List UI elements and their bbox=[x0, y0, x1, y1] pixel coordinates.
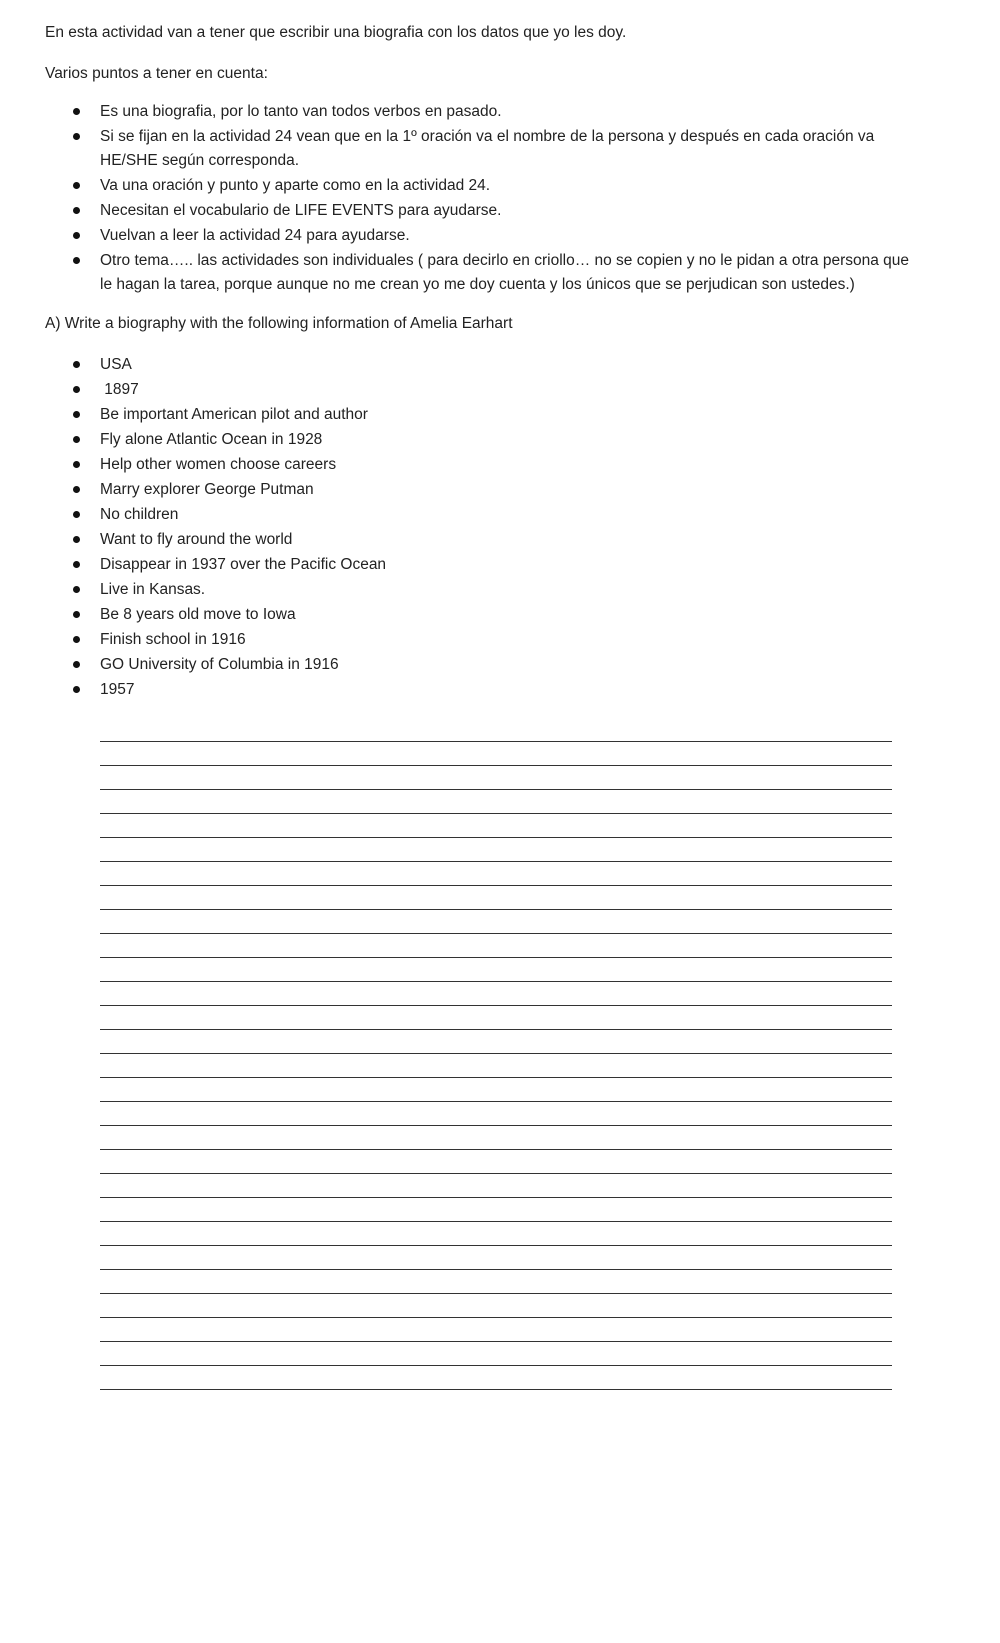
answer-line[interactable] bbox=[100, 814, 892, 838]
bullet-icon bbox=[73, 561, 80, 568]
instructions-list bbox=[0, 100, 1000, 298]
answer-line[interactable] bbox=[100, 982, 892, 1006]
fact-item: Be 8 years old move to Iowa bbox=[0, 603, 1000, 627]
answer-line[interactable] bbox=[100, 1150, 892, 1174]
answer-line[interactable] bbox=[100, 1342, 892, 1366]
instruction-item: Va una oración y punto y aparte como en la actividad 24. bbox=[0, 174, 1000, 198]
bullet-icon bbox=[73, 182, 80, 189]
instruction-item: Necesitan el vocabulario de LIFE EVENTS para ayudarse. bbox=[0, 199, 1000, 223]
fact-item: Disappear in 1937 over the Pacific Ocean bbox=[0, 553, 1000, 577]
bullet-icon bbox=[73, 108, 80, 115]
bullet-icon bbox=[73, 611, 80, 618]
bullet-icon bbox=[73, 536, 80, 543]
answer-line[interactable] bbox=[100, 718, 892, 742]
bullet-icon bbox=[73, 511, 80, 518]
fact-item: Marry explorer George Putman bbox=[0, 478, 1000, 502]
bullet-icon bbox=[73, 411, 80, 418]
fact-item: GO University of Columbia in 1916 bbox=[0, 653, 1000, 677]
bullet-icon bbox=[73, 207, 80, 214]
bullet-icon bbox=[73, 686, 80, 693]
instruction-item: Otro tema….. las actividades son individuales ( para decirlo en criollo… no se copien y no le pidan a otra persona que le hagan la tarea, porque aunque no me crean yo me doy cuenta y los únicos que se perjudican son ustedes.) bbox=[0, 249, 1000, 297]
bullet-icon bbox=[73, 232, 80, 239]
bullet-icon bbox=[73, 436, 80, 443]
bullet-icon bbox=[73, 661, 80, 668]
bullet-icon bbox=[73, 486, 80, 493]
fact-item: Finish school in 1916 bbox=[0, 628, 1000, 652]
answer-line[interactable] bbox=[100, 934, 892, 958]
fact-item: Help other women choose careers bbox=[0, 453, 1000, 477]
answer-line[interactable] bbox=[100, 1006, 892, 1030]
bullet-icon bbox=[73, 636, 80, 643]
answer-line[interactable] bbox=[100, 1030, 892, 1054]
answer-line[interactable] bbox=[100, 1246, 892, 1270]
bullet-icon bbox=[73, 257, 80, 264]
answer-line[interactable] bbox=[100, 742, 892, 766]
answer-line[interactable] bbox=[100, 910, 892, 934]
facts-list bbox=[0, 353, 1000, 703]
bullet-icon bbox=[73, 586, 80, 593]
bullet-icon bbox=[73, 133, 80, 140]
fact-item: Be important American pilot and author bbox=[0, 403, 1000, 427]
instruction-item: Es una biografia, por lo tanto van todos verbos en pasado. bbox=[0, 100, 1000, 124]
fact-item: Want to fly around the world bbox=[0, 528, 1000, 552]
fact-item: Fly alone Atlantic Ocean in 1928 bbox=[0, 428, 1000, 452]
answer-line[interactable] bbox=[100, 1054, 892, 1078]
intro-text: En esta actividad van a tener que escribir una biografia con los datos que yo les doy. bbox=[45, 24, 627, 41]
answer-line[interactable] bbox=[100, 1294, 892, 1318]
tips-heading: Varios puntos a tener en cuenta: bbox=[45, 65, 268, 82]
answer-line[interactable] bbox=[100, 1078, 892, 1102]
answer-line[interactable] bbox=[100, 1366, 892, 1390]
bullet-icon bbox=[73, 461, 80, 468]
answer-line[interactable] bbox=[100, 1222, 892, 1246]
answer-line[interactable] bbox=[100, 790, 892, 814]
fact-item: USA bbox=[0, 353, 1000, 377]
answer-line[interactable] bbox=[100, 1198, 892, 1222]
task-title: A) Write a biography with the following information of Amelia Earhart bbox=[45, 315, 513, 332]
bullet-icon bbox=[73, 386, 80, 393]
instruction-item: Si se fijan en la actividad 24 vean que en la 1º oración va el nombre de la persona y después en cada oración va HE/SHE según corresponda. bbox=[0, 125, 1000, 173]
fact-item: No children bbox=[0, 503, 1000, 527]
fact-item: 1957 bbox=[0, 678, 1000, 702]
answer-lines[interactable] bbox=[100, 718, 892, 1390]
answer-line[interactable] bbox=[100, 1174, 892, 1198]
answer-line[interactable] bbox=[100, 1102, 892, 1126]
answer-line[interactable] bbox=[100, 1318, 892, 1342]
answer-line[interactable] bbox=[100, 766, 892, 790]
answer-line[interactable] bbox=[100, 862, 892, 886]
answer-line[interactable] bbox=[100, 958, 892, 982]
fact-item: Live in Kansas. bbox=[0, 578, 1000, 602]
fact-item: 1897 bbox=[0, 378, 1000, 402]
answer-line[interactable] bbox=[100, 1126, 892, 1150]
bullet-icon bbox=[73, 361, 80, 368]
answer-line[interactable] bbox=[100, 1270, 892, 1294]
answer-line[interactable] bbox=[100, 886, 892, 910]
answer-line[interactable] bbox=[100, 838, 892, 862]
instruction-item: Vuelvan a leer la actividad 24 para ayudarse. bbox=[0, 224, 1000, 248]
